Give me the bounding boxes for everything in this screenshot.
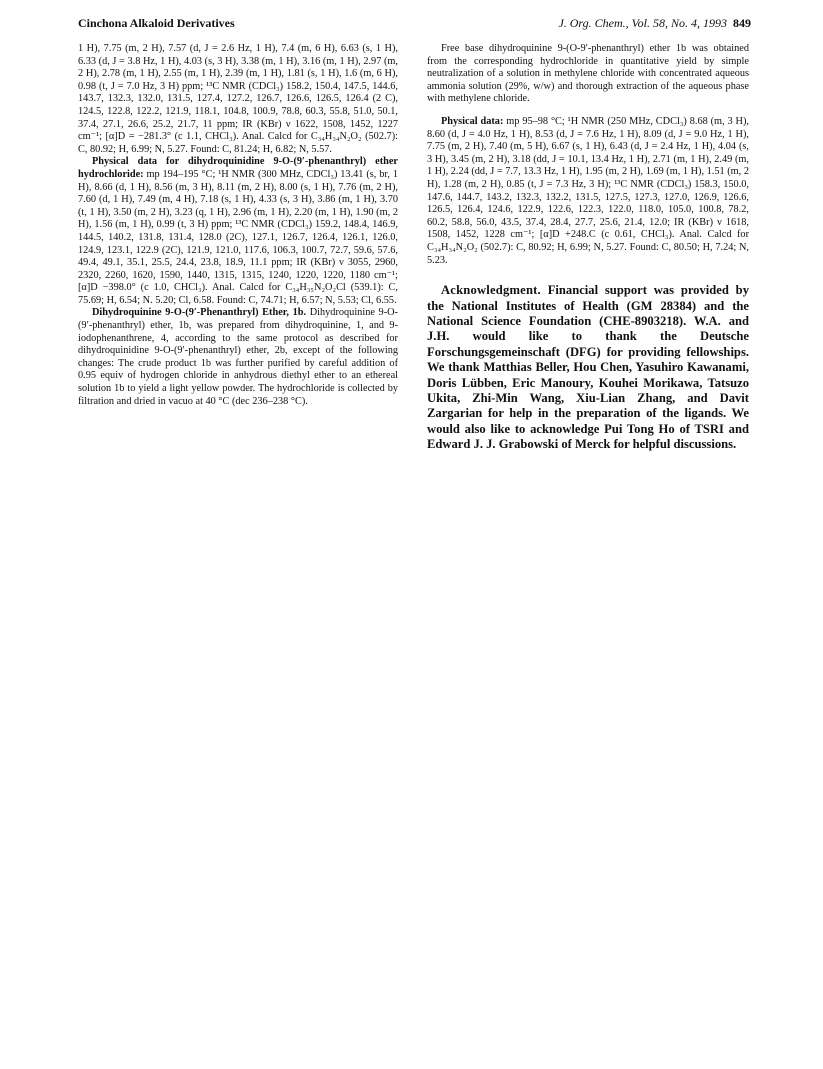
- page-number: 849: [733, 16, 751, 30]
- acknowledgment-paragraph: [427, 283, 749, 452]
- nmr-data-continuation: 1 H), 7.75 (m, 2 H), 7.57 (d, J = 2.6 Hz, 1 H), 7.4 (m, 6 H), 6.63 (s, 1 H), 6.33 (d, J = 3.8 Hz, 1 H), 4.03 (s, 3 H), 3.38 (m, 1 H), 3.16 (m, 1 H), 2.97 (m, 2 H), 2.78 (m, 1 H), 2.55 (m, 1 H), 2.39 (m, 1 H), 1.81 (s, 1 H), 1.6 (m, 6 H), 0.98 (t, J = 7.0 Hz, 3 H) ppm; ¹³C NMR (CDCl₃) 158.2, 150.4, 147.5, 144.6, 143.7, 132.3, 132.0, 131.5, 127.4, 127.2, 126.7, 126.6, 126.5, 126.4 (2 C), 124.5, 122.8, 122.2, 121.9, 118.1, 104.8, 100.9, 78.8, 60.3, 55.8, 51.0, 50.1, 37.4, 27.1, 26.6, 25.2, 21.7, 11 ppm; IR (KBr) ν 1622, 1508, 1452, 1227 cm⁻¹; [α]D = −281.3° (c 1.1, CHCl₃). Anal. Calcd for C₃₄H₃₄N₂O₂ (502.7): C, 80.92; H, 6.99; N, 5.27. Found: C, 81.24; H, 6.82; N, 5.57.: [78, 43, 398, 155]
- physical-data-hydrochloride-heading: Physical data for dihydroquinidine 9-O-(9′-phenanthryl) ether hydrochloride:: [78, 156, 398, 180]
- physical-data-hydrochloride-text: mp 194–195 °C; ¹H NMR (300 MHz, CDCl₃) 13.41 (s, br, 1 H), 8.66 (d, 1 H), 8.56 (m, 3 H), 8.11 (m, 2 H), 8.00 (s, 1 H), 7.76 (m, 2 H), 7.60 (d, 1 H), 7.49 (m, 4 H), 7.18 (s, 1 H), 4.33 (s, 3 H), 3.86 (m, 1 H), 3.70 (t, 1 H), 3.50 (m, 2 H), 3.23 (q, 1 H), 2.96 (m, 1 H), 2.20 (m, 1 H), 1.90 (m, 2 H), 1.56 (m, 1 H), 0.99 (t, 3 H) ppm; ¹³C NMR (CDCl₃) 159.2, 148.4, 146.9, 144.5, 140.2, 131.8, 131.4, 128.0 (2C), 127.1, 126.7, 126.4, 126.1, 126.0, 124.9, 123.1, 122.9 (2C), 121.9, 121.0, 117.6, 106.3, 100.7, 72.7, 59.6, 57.6, 49.4, 49.1, 35.1, 25.5, 24.4, 23.8, 18.9, 11.1 ppm; IR (KBr) ν 3055, 2960, 2320, 2260, 1620, 1590, 1440, 1315, 1315, 1240, 1220, 1220, 1180 cm⁻¹; [α]D −398.0° (c 1.0, CHCl₃). Anal. Calcd for C₃₄H₃₅N₂O₂Cl (539.1): C, 75.69; H, 6.54; N. 5.20; Cl, 6.58. Found: C, 74.71; H, 6.57; N, 5.53; Cl, 6.55.: [78, 168, 398, 306]
- free-base-paragraph: Free base dihydroquinine 9-(O-9′-phenanthryl) ether 1b was obtained from the corresponding hydrochloride in quantitative yield by simple neutralization of a solution in methylene chloride with concentrated aqueous ammonia solution (29%, w/w) and thorough extraction of the aqueous phase with methylene chloride.: [427, 43, 749, 105]
- dihydroquinine-ether-heading: Dihydroquinine 9-O-(9′-Phenanthryl) Ether, 1b.: [92, 307, 307, 319]
- right-column: [427, 43, 749, 453]
- running-header-title: Cinchona Alkaloid Derivatives: [78, 16, 235, 30]
- acknowledgment-heading: Acknowledgment.: [441, 283, 541, 298]
- physical-data-free-base-heading: Physical data:: [441, 115, 504, 127]
- physical-data-free-base-paragraph: [427, 116, 749, 267]
- physical-data-free-base-text: mp 95–98 °C; ¹H NMR (250 MHz, CDCl₃) 8.68 (m, 3 H), 8.60 (d, J = 4.0 Hz, 1 H), 8.53 (d, J = 7.6 Hz, 1 H), 8.09 (d, J = 9.0 Hz, 1 H), 7.75 (m, 2 H), 7.40 (m, 5 H), 6.67 (s, 1 H), 6.43 (d, J = 2.4 Hz, 1 H), 4.04 (s, 3 H), 3.45 (m, 2 H), 3.18 (dd, J = 10.1, 13.4 Hz, 1 H), 2.71 (m, 1 H), 2.49 (m, 1 H), 2.24 (dd, J = 7.7, 13.3 Hz, 1 H), 1.95 (m, 2 H), 1.69 (m, 1 H), 1.51 (m, 2 H), 1.28 (m, 2 H), 0.85 (t, J = 7.3 Hz, 3 H); ¹³C NMR (CDCl₃) 158.3, 150.0, 147.6, 144.7, 143.2, 132.3, 132.2, 131.5, 127.5, 127.3, 127.0, 126.9, 126.6, 126.5, 126.4, 124.6, 122.9, 122.6, 122.3, 122.0, 118.0, 105.0, 100.8, 78.2, 60.2, 58.8, 56.0, 43.5, 37.4, 28.4, 27.7, 25.6, 21.4, 12.0; IR (KBr) ν 1618, 1508, 1452, 1228 cm⁻¹; [α]D +248.C (c 0.61, CHCl₃). Anal. Calcd for C₃₄H₃₄N₂O₂ (502.7): C, 80.92; H, 6.99; N, 5.27. Found: C, 80.50; H, 7.24; N, 5.23.: [427, 115, 749, 266]
- journal-citation: J. Org. Chem., Vol. 58, No. 4, 1993: [558, 16, 727, 30]
- dihydroquinine-ether-paragraph: [78, 307, 398, 408]
- running-header-journal: [558, 16, 751, 31]
- physical-data-hydrochloride-paragraph: [78, 156, 398, 307]
- left-column: [78, 43, 398, 408]
- acknowledgment-text: Financial support was provided by the National Institutes of Health (GM 28384) and the National Science Foundation (CHE-8903218). W.A. and J.H. would like to thank the Deutsche Forschungsgemeinschaft (DFG) for providing fellowships. We thank Matthias Beller, Hou Chen, Yasuhiro Kawanami, Doris Lübben, Eric Manoury, Kouhei Morikawa, Tatsuzo Ukita, Zhi-Min Wang, Xiu-Lian Zhang, and Davit Zargarian for help in the preparation of the ligands. We would also like to acknowledge Pui Tong Ho of TSRI and Edward J. J. Grabowski of Merck for helpful discussions.: [427, 283, 749, 452]
- dihydroquinine-ether-text: Dihydroquinine 9-O-(9′-phenanthryl) ether, 1b, was prepared from dihydroquinine, 1, and 9-iodophenanthrene, 4, according to the same protocol as described for dihydroquinidine 9-O-(9′-phenanthryl) ether, 2b, except of the following changes: The crude product 1b was further purified by careful addition of 0.95 equiv of hydrogen chloride in anhydrous diethyl ether to an ethereal solution 1b to yield a light yellow powder. The hydrochloride is collected by filtration and dried in vacuo at 40 °C (dec 236–238 °C).: [78, 307, 398, 407]
